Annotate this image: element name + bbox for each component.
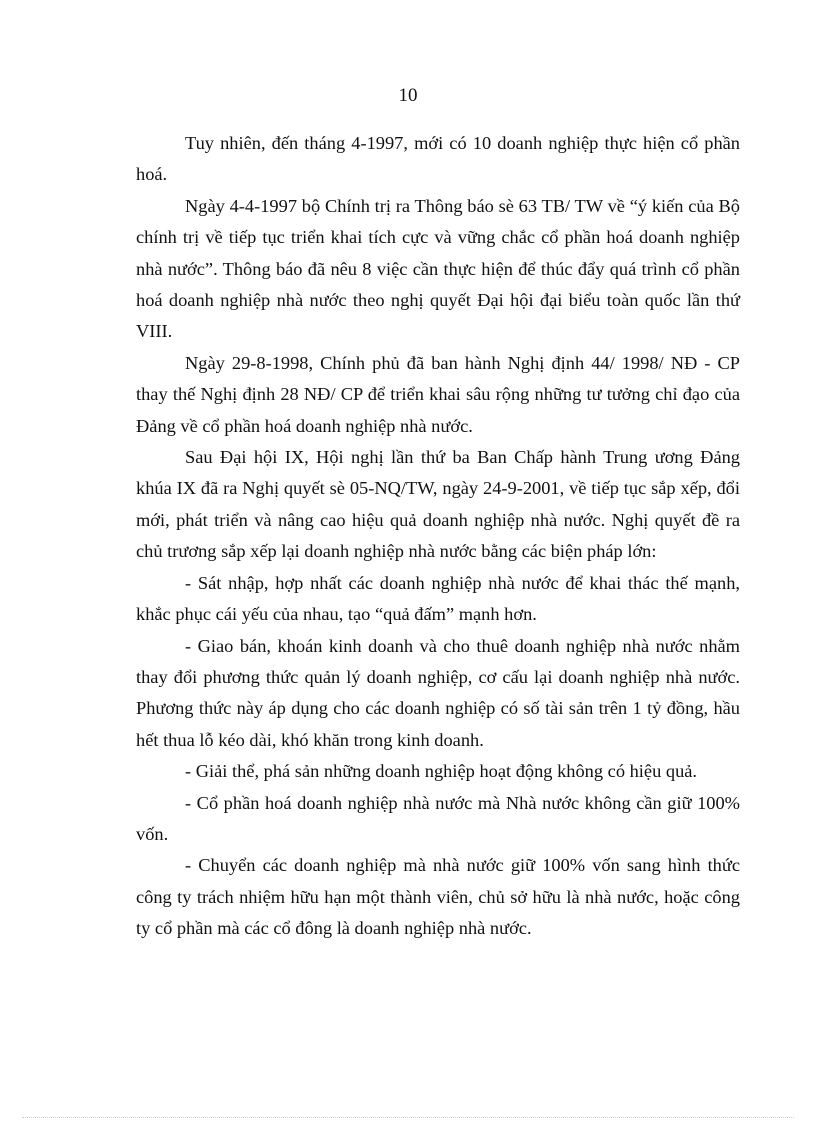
list-item-conversion: - Chuyển các doanh nghiệp mà nhà nước giữ 100% vốn sang hình thức công ty trách nhiệm hữu hạn một thành viên, chủ sở hữu là nhà nước, hoặc công ty cổ phần mà các cổ đông là doanh nghiệp nhà nước. xyxy=(136,855,740,939)
page-number: 10 xyxy=(398,85,418,106)
list-item-dissolution: - Giải thể, phá sản những doanh nghiệp hoạt động không có hiệu quả. xyxy=(185,761,698,782)
paragraph-2: Ngày 4-4-1997 bộ Chính trị ra Thông báo sè 63 TB/ TW về “ý kiến của Bộ chính trị về tiếp tục triển khai tích cực và vững chắc cổ phần hoá doanh nghiệp nhà nước”. Thông báo đã nêu 8 việc cần thực hiện để thúc đẩy quá trình cổ phần hoá doanh nghiệp nhà nước theo nghị quyết Đại hội đại biểu toàn quốc lần thứ VIII. xyxy=(136,195,740,342)
list-item-sale-lease: - Giao bán, khoán kinh doanh và cho thuê doanh nghiệp nhà nước nhằm thay đổi phương thức quản lý doanh nghiệp, cơ cấu lại doanh nghiệp nhà nước. Phương thức này áp dụng cho các doanh nghiệp có số tài sản trên 1 tỷ đồng, hầu hết thua lỗ kéo dài, khó khăn trong kinh doanh. xyxy=(136,635,740,750)
list-item-merge: - Sát nhập, hợp nhất các doanh nghiệp nhà nước để khai thác thế mạnh, khắc phục cái yếu của nhau, tạo “quả đấm” mạnh hơn. xyxy=(136,572,740,625)
paragraph-3: Ngày 29-8-1998, Chính phủ đã ban hành Nghị định 44/ 1998/ NĐ - CP thay thế Nghị định 28 NĐ/ CP để triển khai sâu rộng những tư tưởng chỉ đạo của Đảng về cổ phần hoá doanh nghiệp nhà nước. xyxy=(136,352,740,436)
list-item-equitization: - Cổ phần hoá doanh nghiệp nhà nước mà Nhà nước không cần giữ 100% vốn. xyxy=(136,792,740,844)
paragraph-4: Sau Đại hội IX, Hội nghị lần thứ ba Ban Chấp hành Trung ương Đảng khúa IX đã ra Nghị quyết sè 05-NQ/TW, ngày 24-9-2001, về tiếp tục sắp xếp, đổi mới, phát triển và nâng cao hiệu quả doanh nghiệp nhà nước. Nghị quyết đề ra chủ trương sắp xếp lại doanh nghiệp nhà nước bằng các biện pháp lớn: xyxy=(136,447,740,562)
document-body xyxy=(136,128,740,945)
page-bottom-border xyxy=(22,1117,794,1118)
paragraph-1: Tuy nhiên, đến tháng 4-1997, mới có 10 doanh nghiệp thực hiện cổ phần hoá. xyxy=(136,133,740,185)
